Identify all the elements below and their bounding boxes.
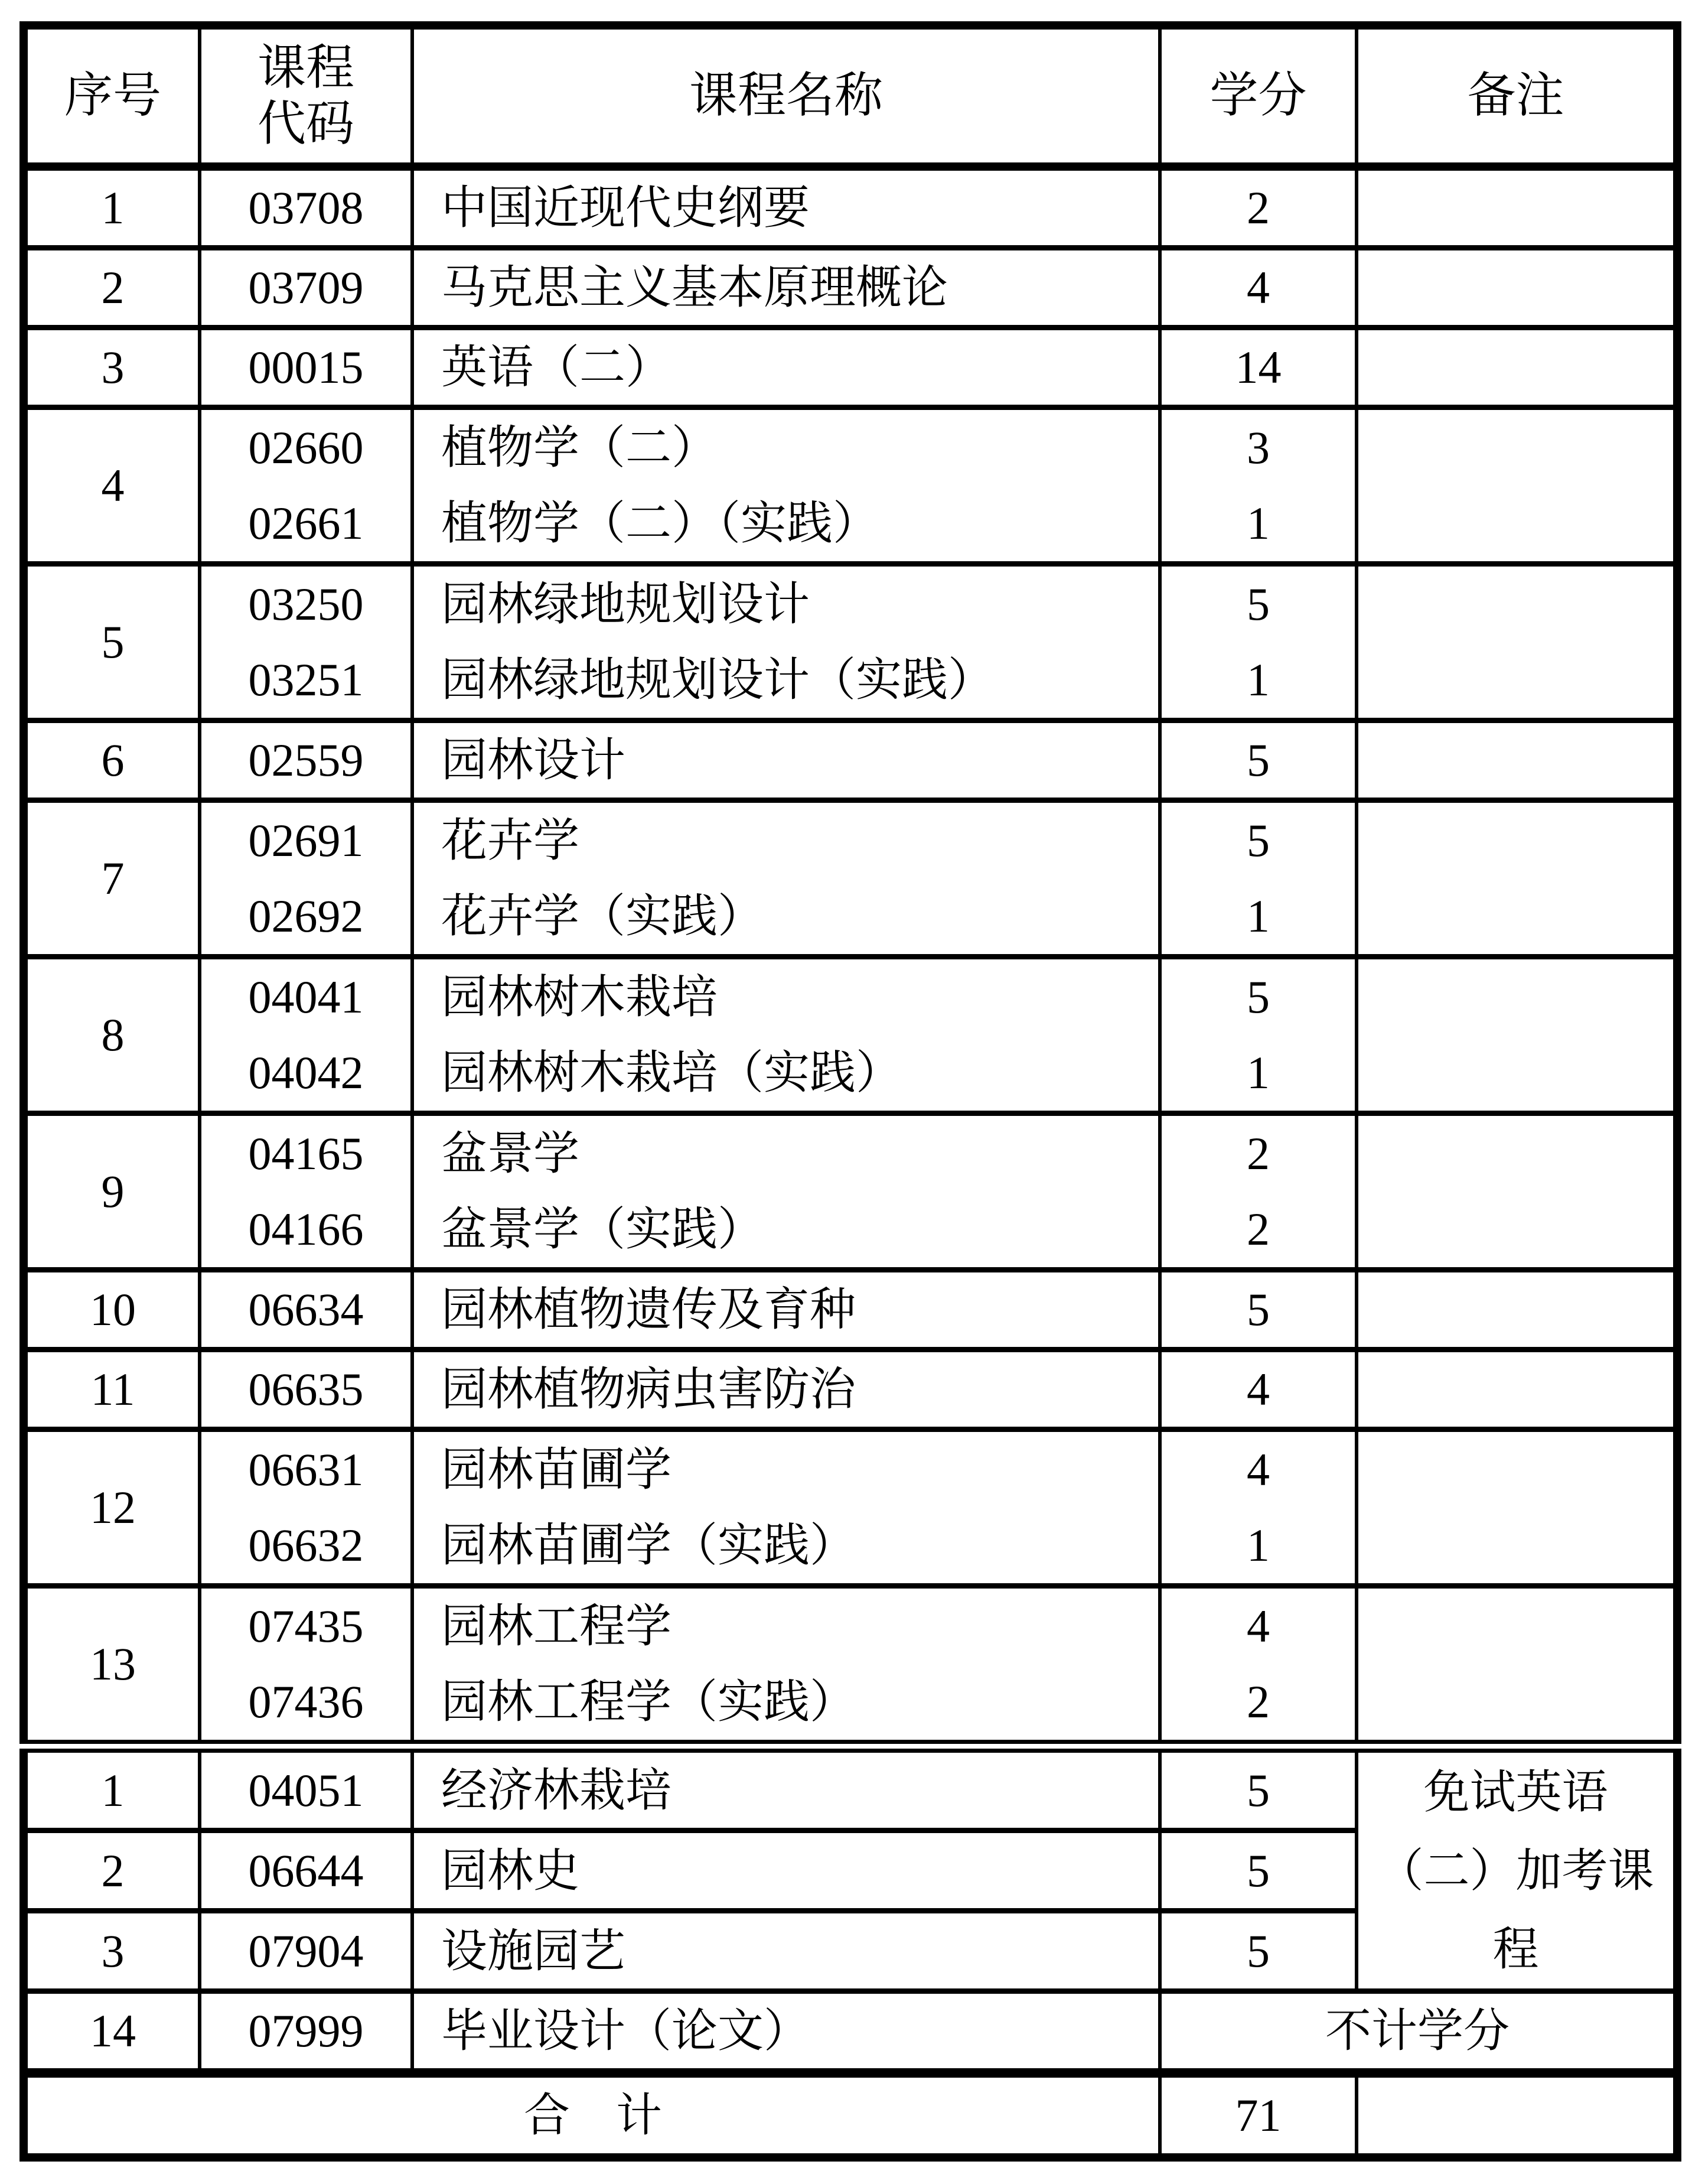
header-no: 序号 [24,25,200,167]
course-name: 园林苗圃学 [441,1444,672,1496]
remark-line: 程 [1492,1923,1539,1975]
row-no: 5 [24,564,200,721]
course-code: 06631 [248,1444,364,1496]
course-name: 园林绿地规划设计（实践） [441,654,995,706]
course-code: 06635 [200,1350,412,1430]
course-credits: 5 [1160,1911,1357,1991]
course-name: 花卉学 [441,815,580,867]
remark-cell [1357,167,1677,248]
course-credits: 2 [1247,1128,1270,1180]
row-no: 1 [24,1746,200,1831]
course-code: 02559 [200,721,412,800]
extra-table-row [24,1746,1677,1831]
course-code: 03708 [200,167,412,248]
course-name: 园林工程学 [441,1600,672,1652]
course-code: 06632 [248,1519,364,1571]
course-name: 中国近现代史纲要 [412,167,1160,248]
course-name: 园林植物病虫害防治 [412,1350,1160,1430]
course-credits: 1 [1247,890,1270,942]
course-code: 06644 [200,1831,412,1911]
header-code [200,25,412,167]
course-table [19,21,1681,2162]
course-name-pair [412,1430,1160,1586]
course-credits: 2 [1247,1676,1270,1728]
course-code: 00015 [200,328,412,408]
course-name: 植物学（二）（实践） [441,497,879,549]
header-code-line1: 课程 [257,41,354,95]
header-row [24,25,1677,167]
course-code-pair [200,1430,412,1586]
course-code: 04165 [248,1128,364,1180]
remark-cell [1357,2073,1677,2157]
course-credits: 1 [1247,654,1270,706]
course-name: 英语（二） [412,328,1160,408]
course-name-pair [412,1586,1160,1747]
thesis-row [24,1991,1677,2074]
course-name: 园林史 [412,1831,1160,1911]
remark-cell [1357,800,1677,957]
row-no: 1 [24,167,200,248]
course-name-pair [412,800,1160,957]
row-no: 3 [24,328,200,408]
course-code: 03709 [200,248,412,328]
course-credits: 5 [1247,971,1270,1023]
course-name: 园林绿地规划设计 [441,578,810,630]
course-credits-pair [1160,1586,1357,1747]
table-row-group [24,957,1677,1114]
total-row [24,2073,1677,2157]
course-code: 02691 [248,815,364,867]
course-credits-pair [1160,408,1357,564]
course-code-pair [200,1586,412,1747]
course-name: 设施园艺 [412,1911,1160,1991]
course-code-pair [200,1114,412,1270]
total-label: 合 计 [24,2073,1160,2157]
table-row [24,248,1677,328]
row-no: 8 [24,957,200,1114]
table-row-group [24,564,1677,721]
course-name: 花卉学（实践） [441,890,764,942]
course-code: 02661 [248,497,364,549]
course-name-pair [412,957,1160,1114]
remark-cell [1357,1114,1677,1270]
course-credits: 5 [1160,1831,1357,1911]
row-no: 9 [24,1114,200,1270]
course-name-pair [412,1114,1160,1270]
remark-cell [1357,1350,1677,1430]
remark-line: （二）加考课 [1377,1844,1654,1896]
table-row [24,167,1677,248]
remark-cell [1357,408,1677,564]
row-no: 2 [24,1831,200,1911]
course-credits-pair [1160,1114,1357,1270]
row-no: 12 [24,1430,200,1586]
remark-cell [1357,721,1677,800]
course-code-pair [200,800,412,957]
row-no: 11 [24,1350,200,1430]
table-row-group [24,408,1677,564]
course-name-pair [412,564,1160,721]
course-code-pair [200,408,412,564]
header-code-line2: 代码 [257,96,354,151]
remark-cell [1357,1430,1677,1586]
course-name: 园林树木栽培 [441,971,718,1023]
course-code: 04042 [248,1047,364,1099]
remark-cell [1357,328,1677,408]
course-credits: 14 [1160,328,1357,408]
course-name: 盆景学（实践） [441,1203,764,1255]
course-code-pair [200,564,412,721]
course-credits: 1 [1247,1519,1270,1571]
course-credits: 5 [1247,578,1270,630]
header-name: 课程名称 [412,25,1160,167]
course-code: 04041 [248,971,364,1023]
row-no: 2 [24,248,200,328]
course-name: 园林设计 [412,721,1160,800]
remark-merged-cell [1357,1746,1677,1991]
course-code: 07435 [248,1600,364,1652]
table-row [24,1270,1677,1350]
row-no: 4 [24,408,200,564]
row-no: 13 [24,1586,200,1747]
course-name: 园林苗圃学（实践） [441,1519,856,1571]
course-credits-pair [1160,957,1357,1114]
course-credits: 2 [1247,1203,1270,1255]
table-row-group [24,1586,1677,1747]
table-row [24,721,1677,800]
no-credit-note: 不计学分 [1160,1991,1677,2074]
course-code: 02660 [248,422,364,474]
course-credits: 3 [1247,422,1270,474]
table-row-group [24,1430,1677,1586]
course-name: 盆景学 [441,1128,580,1180]
course-name: 植物学（二） [441,422,718,474]
course-credits: 4 [1160,248,1357,328]
course-name-pair [412,408,1160,564]
course-credits: 4 [1160,1350,1357,1430]
course-code: 03251 [248,654,364,706]
header-remark: 备注 [1357,25,1677,167]
course-code: 03250 [248,578,364,630]
course-credits: 1 [1247,497,1270,549]
total-credits: 71 [1160,2073,1357,2157]
course-credits-pair [1160,564,1357,721]
course-credits: 1 [1247,1047,1270,1099]
table-row [24,1350,1677,1430]
table-row-group [24,1114,1677,1270]
course-name: 园林树木栽培（实践） [441,1047,902,1099]
course-credits: 5 [1160,721,1357,800]
remark-cell [1357,1586,1677,1747]
header-credits: 学分 [1160,25,1357,167]
row-no: 3 [24,1911,200,1991]
course-name: 毕业设计（论文） [412,1991,1160,2074]
course-code: 04051 [200,1746,412,1831]
remark-line: 免试英语 [1423,1766,1608,1818]
course-code: 04166 [248,1203,364,1255]
table-row-group [24,800,1677,957]
course-code: 06634 [200,1270,412,1350]
course-credits: 5 [1160,1746,1357,1831]
course-credits: 2 [1160,167,1357,248]
course-credits-pair [1160,800,1357,957]
course-credits: 4 [1247,1444,1270,1496]
course-credits: 4 [1247,1600,1270,1652]
row-no: 6 [24,721,200,800]
row-no: 7 [24,800,200,957]
course-code: 02692 [248,890,364,942]
row-no: 10 [24,1270,200,1350]
table-row [24,328,1677,408]
course-name: 经济林栽培 [412,1746,1160,1831]
row-no: 14 [24,1991,200,2074]
course-code: 07904 [200,1911,412,1991]
course-credits-pair [1160,1430,1357,1586]
course-credits: 5 [1160,1270,1357,1350]
course-code: 07436 [248,1676,364,1728]
course-code: 07999 [200,1991,412,2074]
course-name: 园林植物遗传及育种 [412,1270,1160,1350]
remark-cell [1357,957,1677,1114]
course-name: 园林工程学（实践） [441,1676,856,1728]
remark-cell [1357,248,1677,328]
remark-cell [1357,1270,1677,1350]
course-code-pair [200,957,412,1114]
course-name: 马克思主义基本原理概论 [412,248,1160,328]
course-credits: 5 [1247,815,1270,867]
remark-cell [1357,564,1677,721]
